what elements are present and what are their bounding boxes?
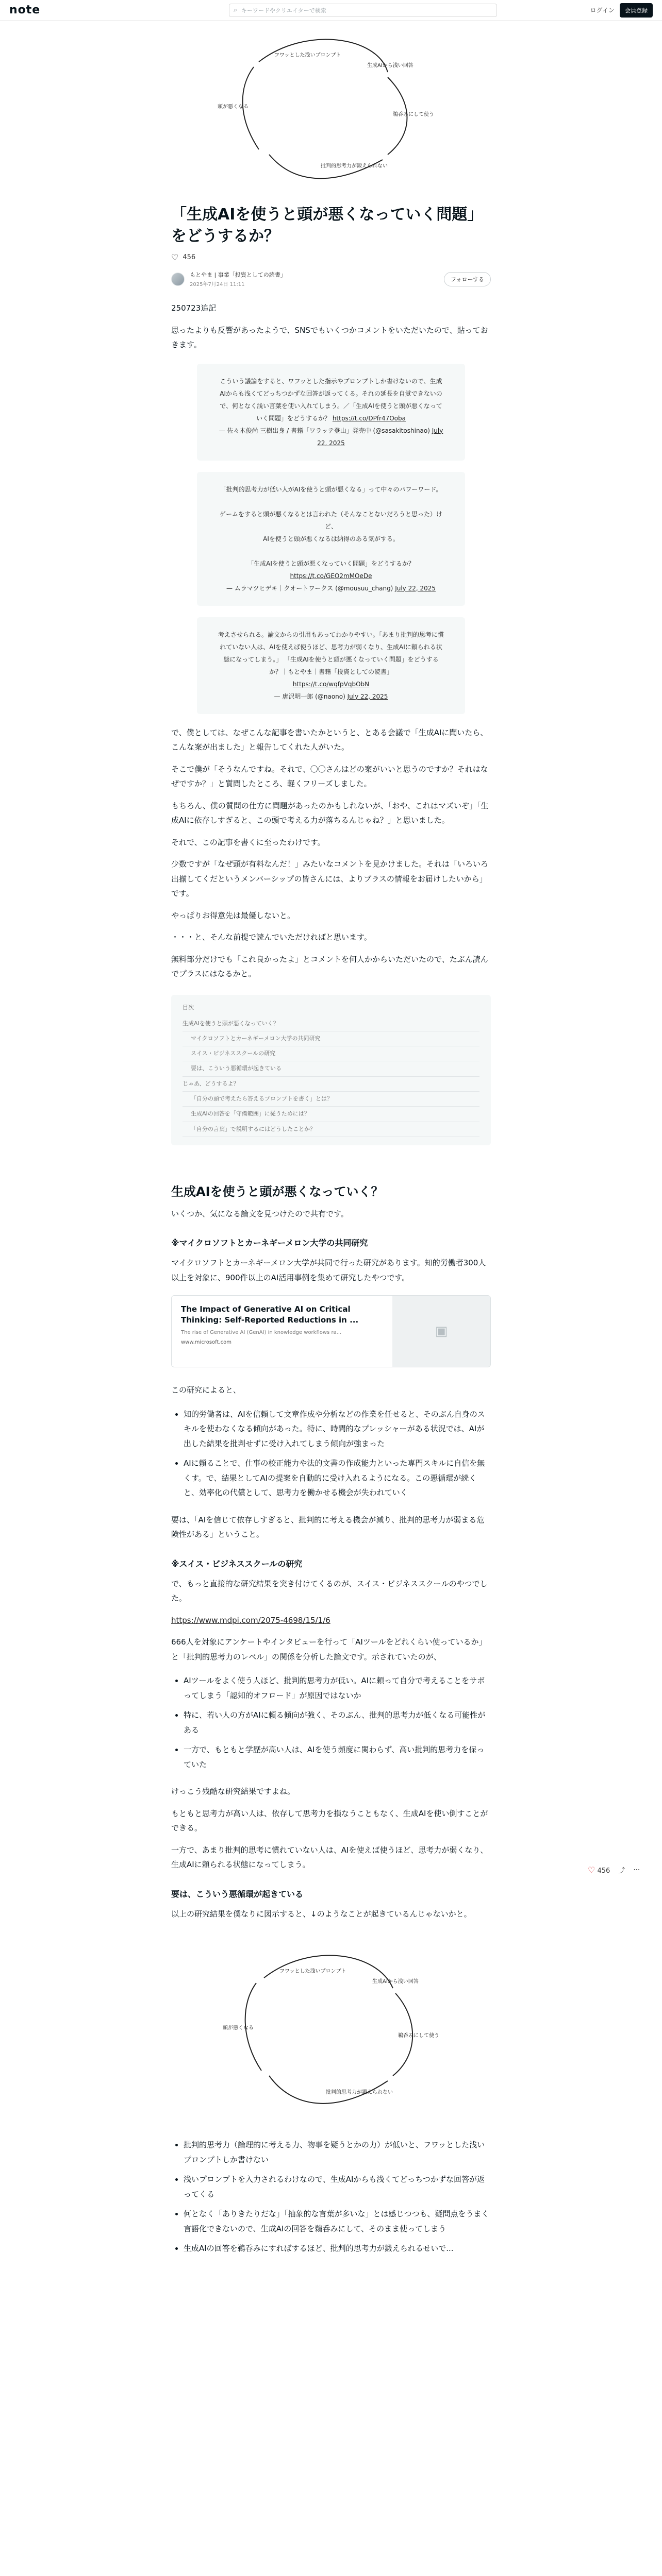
paragraph: 少数ですが「なぜ頭が有料なんだ！」みたいなコメントを見かけました。それは「いろいろ出揃してくだというメンバーシップの皆さんには、よりプラスの情報をお届けしたいから」です。: [171, 859, 489, 898]
embedded-post-1: [197, 364, 465, 461]
paragraph: ・・・と、そんな前提で読んでいただければと思います。: [171, 933, 372, 942]
publish-date: 2025年7月24日 11:11: [190, 282, 245, 287]
toc-item[interactable]: じゃあ、どうするよ？: [183, 1077, 479, 1092]
quote-text: こういう議論をすると、ワフッとした指示やプロンプトしか書けないので、生成AIからも浅くてどっちつかずな回答が返ってくる。それの延長を自覚できないので、何となく浅い言葉を使い入れてしまう。／「生成AIを使うと頭が悪くなっていく問題」をどうするか？: [220, 377, 442, 422]
top-navigation-bar: [0, 0, 662, 21]
list-item: • 何となく「ありきたりだな」「抽象的な言葉が多いな」とは感じつつも、疑問点をうまく言語化できないので、生成AIの回答を鵜呑みにして、そのまま使ってしまう: [184, 2207, 491, 2236]
diagram-node-4: 批判的思考力が鍛えられない: [321, 163, 388, 169]
paragraph: もちろん、僕の質問の仕方に問題があったのかもしれないが、「おや、これはマズいぞ」「生成AIに依存しすぎると、この頭で考える力が落ちるんじゃね？」と思いました。: [171, 801, 489, 825]
toc-item[interactable]: 生成AIの回答を「守備範囲」に従うためには？: [183, 1107, 479, 1122]
list-item: • 生成AIの回答を鵜呑みにすればするほど、批判的思考力が鍛えられるせいで...: [184, 2241, 491, 2256]
note-logo[interactable]: note: [9, 4, 41, 16]
author-name[interactable]: もとやま | 事業「投資としての読書」: [190, 272, 286, 278]
heart-icon: ♡: [588, 1865, 595, 1875]
quote-link[interactable]: https://t.co/DPfr47Ooba: [332, 414, 406, 422]
card-description: The rise of Generative AI (GenAI) in knowledge workflows ra...: [181, 1330, 342, 1336]
external-link[interactable]: https://www.mdpi.com/2075-4698/15/1/6: [171, 1615, 330, 1625]
list-item: • 批判的思考力（論理的に考える力、物事を疑うとかの力）が低いと、フワッとした浅いプロンプトしか書けない: [184, 2138, 491, 2167]
list-item: • 知的労働者は、AIを信頼して文章作成や分析などの作業を任せると、そのぶん自身のスキルを使わなくなる傾向があった。特に、時間的なプレッシャーがある状況では、AIが出した結果を批判せずに受け入れてしまう傾向が強まった: [184, 1407, 491, 1451]
toc-item[interactable]: 「自分の頭で考えたら答えるプロンプトを書く」とは？: [183, 1092, 479, 1107]
paragraph: けっこう残酷な研究結果ですよね。: [171, 1787, 295, 1797]
like-action[interactable]: [588, 1865, 610, 1875]
quote-text: 「批判的思考力が低い人がAIを使うと頭が悪くなる」って中々のパワーワード。: [220, 485, 442, 493]
quote-date[interactable]: July 22, 2025: [347, 692, 388, 700]
list-item: • 特に、若い人の方がAIに頼る傾向が強く、そのぶん、批判的思考力が低くなる可能性がある: [184, 1708, 491, 1737]
toc-item[interactable]: 「自分の言葉」で説明するにはどうしたことか？: [183, 1122, 479, 1137]
embedded-post-2: [197, 472, 465, 606]
diagram-node-1: フワッとした浅いプロンプト: [274, 53, 341, 58]
quote-author: — 佐々木俊尚 三樹出身 / 書籍「ワラッテ登山」発売中 (@sasakitoshinao): [219, 427, 432, 434]
paragraph: それで、この記事を書くに至ったわけです。: [171, 837, 325, 847]
subsection-heading: ※スイス・ビジネススクールの研究: [171, 1558, 303, 1569]
list-item: • 一方で、もともと学歴が高い人は、AIを使う頻度に関わらず、高い批判的思考力を保っていた: [184, 1742, 491, 1772]
quote-date[interactable]: July 22, 2025: [317, 427, 443, 447]
paragraph: マイクロソフトとカーネギーメロン大学が共同で行った研究があります。知的労働者300人以上を対象に、900件以上のAI活用事例を集めて研究したやつです。: [171, 1258, 486, 1282]
quote-text: 「生成AIを使うと頭が悪くなっていく問題」をどうするか？: [247, 560, 415, 567]
follow-button[interactable]: フォローする: [444, 272, 491, 286]
quote-author: — 唐沢明一郎 (@naono): [274, 692, 347, 700]
quote-text: 「生成AIを使うと頭が悪くなっていく問題」をどうするか？｜もとやま｜書籍「投資としての読書」: [269, 655, 439, 675]
diagram-node-2: 生成AIから浅い回答: [372, 1979, 419, 1985]
paragraph: で、僕としては、なぜこんな記事を書いたかというと、とある会議で「生成AIに聞いたら、こんな案が出ました」と報告してくれた人がいた。: [171, 727, 488, 752]
search-placeholder: キーワードやクリエイターで検索: [241, 7, 326, 14]
paragraph: 666人を対象にアンケートやインタビューを行って「AIツールをどれくらい使っているか」と「批判的思考力のレベル」の関係を分析した論文です。示されていたのが、: [171, 1637, 487, 1662]
quote-date[interactable]: July 22, 2025: [395, 584, 436, 592]
signup-button[interactable]: 会員登録: [620, 3, 653, 18]
diagram-node-2: 生成AIから浅い回答: [367, 63, 413, 69]
toc-item[interactable]: 生成AIを使うと頭が悪くなっていく？: [183, 1016, 479, 1031]
vicious-cycle-diagram: [171, 1942, 491, 2117]
hero-diagram-image: [171, 31, 491, 191]
share-icon[interactable]: ⤴: [618, 1867, 625, 1875]
quote-link[interactable]: https://t.co/wqfpVqbObN: [292, 680, 370, 688]
section-heading: 生成AIを使うと頭が悪くなっていく？: [171, 1184, 384, 1199]
paragraph: 要は、「AIを信じて依存しすぎると、批判的に考える機会が減り、批判的思考力が弱まる危険性がある」ということ。: [171, 1515, 485, 1539]
toc-item[interactable]: 要は、こういう悪循環が起きている: [183, 1061, 479, 1076]
diagram-node-4: 批判的思考力が鍛えられない: [326, 2090, 393, 2096]
article-title: 「生成AIを使うと頭が悪くなっていく問題」をどうするか？: [171, 206, 483, 245]
card-url: www.microsoft.com: [181, 1340, 231, 1346]
bullet-list: [171, 2138, 491, 2256]
side-like-count: 456: [597, 1867, 610, 1875]
login-link[interactable]: ログイン: [590, 7, 615, 14]
like-count: 456: [183, 253, 196, 261]
paragraph: もともと思考力が高い人は、依存して思考力を損なうこともなく、生成AIを使い倒すことができる。: [171, 1808, 488, 1833]
list-item: • AIに頼ることで、仕事の校正能力や法的文書の作成能力といった専門スキルに自信を無くす。で、結果としてAIの提案を自動的に受け入れるようになる。この悪循環が続くと、効率化の代償として、思考力を働かせる機会が失われていく: [184, 1456, 491, 1500]
bullet-list: [171, 1407, 491, 1500]
more-icon[interactable]: ⋯: [633, 1866, 640, 1874]
paragraph: で、もっと直接的な研究結果を突き付けてくるのが、スイス・ビジネススクールのやつでした。: [171, 1579, 488, 1603]
image-icon: ▣: [392, 1296, 490, 1367]
heart-icon[interactable]: ♡: [171, 252, 179, 262]
paragraph: やっぱりお得意先は最優しないと。: [171, 910, 295, 920]
link-card[interactable]: [171, 1295, 491, 1367]
paragraph: そこで僕が「そうなんですね。それで、〇〇さんはどの案がいいと思うのですか？それはなぜですか？」と質問したところ、軽くフリーズしました。: [171, 764, 488, 788]
paragraph: いくつか、気になる論文を見つけたので共有です。: [171, 1209, 349, 1218]
diagram-node-5: 頭が悪くなる: [218, 104, 249, 110]
search-icon: ⌕: [234, 6, 237, 13]
paragraph: 以上の研究結果を僕なりに図示すると、↓のようなことが起きているんじゃないかと。: [171, 1909, 472, 1919]
list-item: • AIツールをよく使う人ほど、批判的思考力が低い。AIに頼って自分で考えることをサボってしまう「認知的オフロード」が原因ではないか: [184, 1673, 491, 1703]
toc-heading: 目次: [183, 1004, 194, 1011]
intro-line-2: 思ったよりも反響があったようで、SNSでもいくつかコメントをいただいたので、貼っておきます。: [171, 325, 488, 349]
list-item: • 浅いプロンプトを入力されるわけなので、生成AIからも浅くてどっちつかずな回答が返ってくる: [184, 2172, 491, 2201]
card-title: The Impact of Generative AI on Critical Thinking: Self-Reported Reductions in ...: [181, 1304, 359, 1325]
intro-line-1: 250723追記: [171, 303, 217, 313]
paragraph: 一方で、あまり批判的思考に慣れていない人は、AIを使えば使うほど、思考力が弱くなり、生成AIに頼られる状態になってしまう。: [171, 1845, 488, 1870]
quote-text: ゲームをすると頭が悪くなるとは言われた（そんなことないだろうと思った）けど、: [219, 510, 442, 530]
toc-item[interactable]: マイクロソフトとカーネギーメロン大学の共同研究: [183, 1031, 479, 1046]
diagram-node-1: フワッとした浅いプロンプト: [279, 1969, 346, 1975]
avatar[interactable]: [171, 273, 185, 286]
floating-action-bar: [588, 1865, 640, 1875]
diagram-node-3: 鵜呑みにして使う: [398, 2033, 439, 2039]
quote-author: — ムラマツヒデキ｜クオートワークス (@mousuu_chang): [226, 584, 395, 592]
search-input[interactable]: [229, 4, 497, 17]
diagram-node-3: 鵜呑みにして使う: [393, 112, 434, 117]
author-block: [171, 270, 491, 287]
quote-text: AIを使うと頭が悪くなるは納得のある気がする。: [263, 535, 399, 543]
embedded-post-3: [197, 617, 465, 714]
quote-link[interactable]: https://t.co/GEO2mMOeDe: [290, 572, 372, 580]
diagram-node-5: 頭が悪くなる: [223, 2025, 254, 2031]
toc-item[interactable]: スイス・ビジネススクールの研究: [183, 1046, 479, 1061]
paragraph: この研究によると、: [171, 1385, 241, 1395]
table-of-contents: [171, 995, 491, 1145]
subsection-heading: ※マイクロソフトとカーネギーメロン大学の共同研究: [171, 1238, 368, 1248]
quote-text: 考えさせられる。論文からの引用もあってわかりやすい。「あまり批判的思考に慣れていない人は、AIを使えば使うほど、思考力が弱くなり、生成AIに頼られる状態になってしまう。」: [218, 631, 444, 663]
paragraph: 無料部分だけでも「これ良かったよ」とコメントを何人かからいただいたので、たぶん読んでプラスにはなるかと。: [171, 954, 488, 978]
bullet-list: [171, 1673, 491, 1772]
subsection-heading: 要は、こういう悪循環が起きている: [171, 1889, 304, 1899]
